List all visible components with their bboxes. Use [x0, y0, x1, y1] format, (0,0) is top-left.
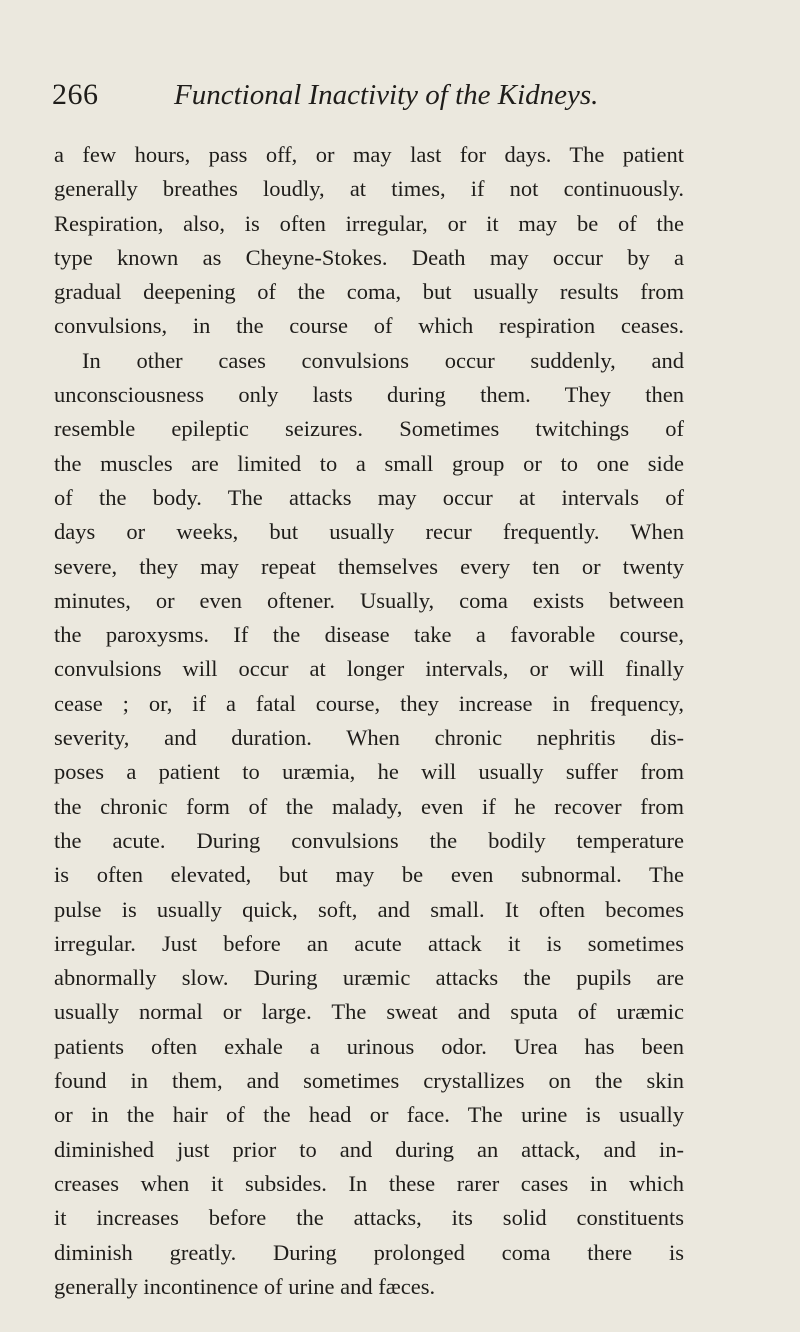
- text-line: pulse is usually quick, soft, and small. It often becomes: [54, 896, 684, 922]
- text-line: the acute. During convulsions the bodily temperature: [54, 827, 684, 853]
- text-line: severe, they may repeat themselves every ten or twenty: [54, 553, 684, 579]
- text-line: creases when it subsides. In these rarer cases in which: [54, 1170, 684, 1196]
- text-line: found in them, and sometimes crystallizes on the skin: [54, 1068, 684, 1094]
- text-line: In other cases convulsions occur suddenly, and: [82, 347, 684, 373]
- text-line: diminished just prior to and during an attack, and in-: [54, 1136, 684, 1162]
- text-line: cease ; or, if a fatal course, they increase in frequency,: [54, 690, 684, 716]
- text-line: generally breathes loudly, at times, if not continuously.: [54, 176, 684, 202]
- text-line: irregular. Just before an acute attack it is sometimes: [54, 930, 684, 956]
- text-line: type known as Cheyne-Stokes. Death may occur by a: [54, 244, 684, 270]
- text-line: diminish greatly. During prolonged coma there is: [54, 1239, 684, 1265]
- text-line: severity, and duration. When chronic nephritis dis-: [54, 725, 684, 751]
- text-line: generally incontinence of urine and fæces.: [54, 1273, 436, 1299]
- text-line: of the body. The attacks may occur at intervals of: [54, 484, 684, 510]
- text-line: resemble epileptic seizures. Sometimes twitchings of: [54, 416, 684, 442]
- text-line: usually normal or large. The sweat and sputa of uræmic: [54, 999, 684, 1025]
- text-line: Respiration, also, is often irregular, or it may be of the: [54, 210, 684, 236]
- text-line: unconsciousness only lasts during them. They then: [54, 382, 684, 408]
- text-line: it increases before the attacks, its solid constituents: [54, 1205, 684, 1231]
- page-number: 266: [52, 78, 99, 111]
- text-line: the chronic form of the malady, even if he recover from: [54, 793, 684, 819]
- text-line: convulsions will occur at longer intervals, or will finally: [54, 656, 684, 682]
- text-line: is often elevated, but may be even subnormal. The: [54, 862, 684, 888]
- text-line: patients often exhale a urinous odor. Urea has been: [54, 1033, 684, 1059]
- text-line: the muscles are limited to a small group or to one side: [54, 450, 684, 476]
- text-line: or in the hair of the head or face. The urine is usually: [54, 1102, 684, 1128]
- text-line: poses a patient to uræmia, he will usually suffer from: [54, 759, 684, 785]
- text-line: a few hours, pass off, or may last for days. The patient: [54, 142, 684, 167]
- text-line: days or weeks, but usually recur frequently. When: [54, 519, 684, 545]
- running-head: Functional Inactivity of the Kidneys.: [174, 79, 599, 111]
- text-line: the paroxysms. If the disease take a favorable course,: [54, 622, 684, 648]
- page-header: [50, 78, 750, 118]
- text-line: convulsions, in the course of which respiration ceases.: [54, 313, 684, 339]
- body-text: [54, 138, 684, 1304]
- text-line: abnormally slow. During uræmic attacks the pupils are: [54, 965, 684, 991]
- text-line: gradual deepening of the coma, but usually results from: [54, 279, 684, 305]
- text-line: minutes, or even oftener. Usually, coma exists between: [54, 587, 684, 613]
